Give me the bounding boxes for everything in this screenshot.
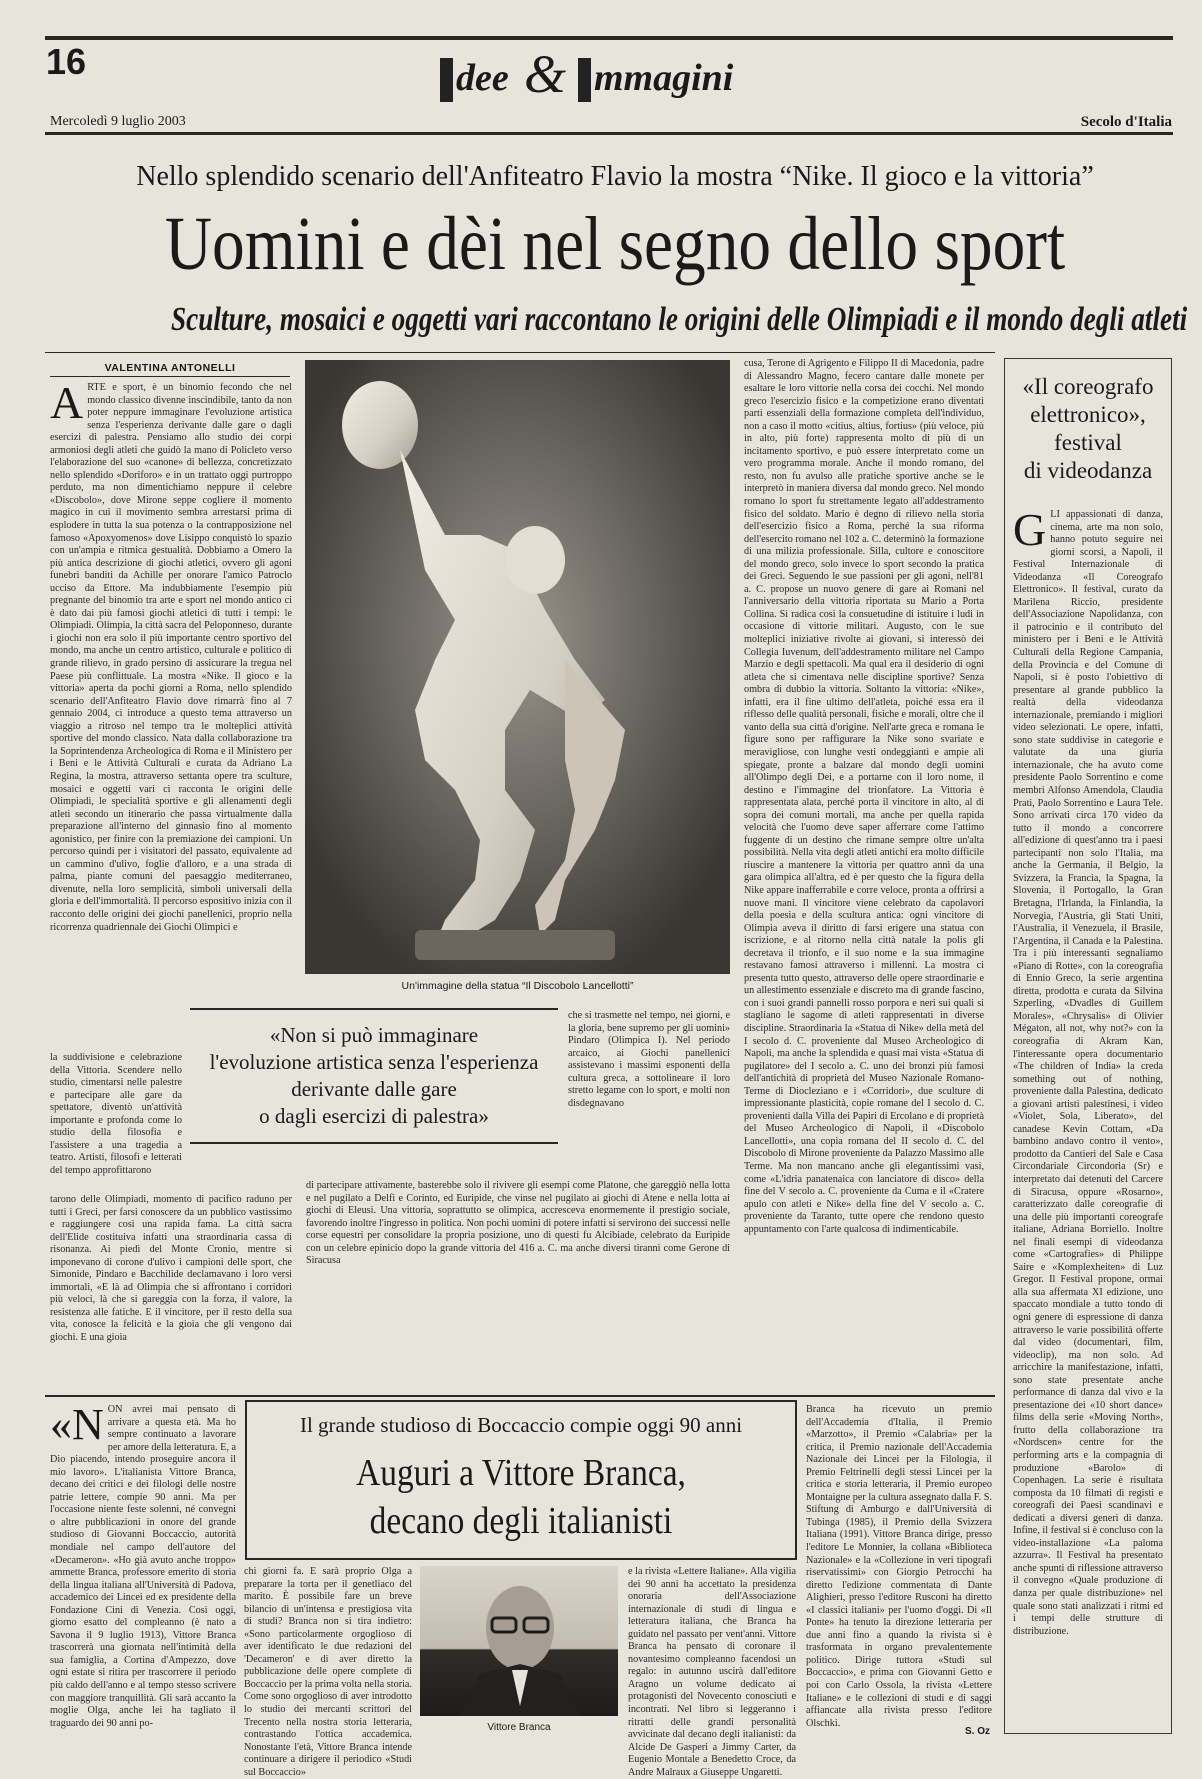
section-word-1: dee <box>456 57 509 99</box>
branca-headline-box <box>245 1400 797 1560</box>
section-word-2: mmagini <box>594 57 734 99</box>
portrait-icon <box>420 1566 618 1716</box>
branca-col1 <box>50 1400 236 1736</box>
byline: VALENTINA ANTONELLI <box>104 362 236 374</box>
branca-col4: Branca ha ricevuto un premio dell'Accademia d'Italia, il Premio «Marzotto», il Premio «Calabria» per la critica, il Premio nazionale dell'Accademia Nazionale dei Lincei per la Filologia, il Premio Feltrinelli degli stessi Lincei per la critica e storia letteraria, il Premio europeo Montaigne per la cultura assegnato dalla F. S. Stiftung di Amburgo e dall'Università di Tubinga (1985), il Premio della Svizzera Italiana (1991). Vittore Branca dirige, presso l'editore Le Monnier, la collana «Biblioteca Nazionale» e la «Collezione in veri tipografi riservatissimi» con Giorgio Petrocchi ha diretto l'edizione commentata di Dante Alighieri, presso l'editore Rusconi ha diretto «I classici italiani» per l'uomo d'oggi. Di «Il Ponte» ha tenuto la direzione letteraria per due anni fino a quando la rivista si è trasformata in organo prevalentemente politico. Dirige tuttora «Studi sul Boccaccio», e prima con Giovanni Getto e poi con Carlo Ossola, la rivista «Lettere Italiane» e le collezioni di studi e di saggi affiancate alla rivista presso l'editore Olschki. <box>806 1404 992 1729</box>
sidebar-headline-line-1: «Il coreografo <box>1022 374 1154 399</box>
sidebar-box <box>1004 358 1172 1734</box>
subhead-rule <box>45 352 995 353</box>
section-ampersand: & <box>524 44 567 104</box>
statue-silhouette-icon <box>305 360 730 974</box>
branca-signoff: S. Oz <box>964 1726 990 1737</box>
pull-quote-line-3: derivante dalle gare <box>291 1077 457 1101</box>
main-col3: cusa, Terone di Agrigento e Filippo II di Macedonia, padre di Alessandro Magno, fecero cantare dalle monete per esaltare le loro vittorie nella corsa dei cocchi. Nel mondo greco l'esercizio fisico e la competizione erano diventati parti essenziali della formazione completa dell'individuo, non a caso il motto «citius, altius, fortius» (più veloce, più in alto, più forte) rappresenta molto di più di un incitamento sportivo, e può essere interpretato come un vero programma morale. Anche il mondo romano, del resto, non fu avulso alle pratiche sportive anche se le interpretò in maniera diversa dal mondo greco. Nel mondo romano lo sport fu strettamente legato all'addestramento fisico del soldato. Mario è degno di rilievo nella storia dell'esercizio fisico a Roma, perché la sua riforma dell'esercito romano nel 102 a. C. determinò la formazione di una milizia professionale. Silla, cultore e conoscitore del mondo greco, solo invece lo sport secondo la pratica dei Greci. Seguendo le sue passioni per gli agoni, nell'81 a. C. propose un nuovo genere di gare ai Romani nel l'anniversario della vittoria riportata su Mario a Porta Collina. Si radica così la consuetudine di istituire i ludi in occasione di vittorie militari. Augusto, con le sue molteplici iniziative rivolte ai giovani, si interessò dei Collegia Iuvenum, dell'addestramento militare nel Campo Marzio e degli spettacoli. Ma qual era il desiderio di ogni atleta che si cimentava nelle discipline sportive? Senza ombra di dubbio la vittoria. Soltanto la vittoria: «Nike», infatti, era il fine ultimo dell'atleta, poiché essa era il riflesso delle qualità personali, fisiche e morali, oltre che il vanto della sua città d'origine. Nell'arte greca e romana le figure sono per raffigurare la Nike sono svariate e meravigliose, con lunghe vesti ondeggianti e ampie ali spiegate, pronte a balzare dal mondo degli uomini all'Olimpo degli Dei, e a portarne con il loro nome, il destino e l'immagine del trionfatore. La Vittoria è rappresentata alata, perché porta il vincitore in alto, al di sopra dei comuni mortali, ma anche per quella rapida velocità che l'uomo deve saper afferrare come l'attimo fuggente di un destino che rimane sempre oltre un'alta possibilità. Nella vita degli atleti antichi era molto difficile riuscire a mantenere la vittoria per quattro anni da una gara olimpica all'altra, ed è per questo che la figura della Nike appare inafferrabile e corre veloce, pronta a offrirsi a nuove mani. Il vincitore viene celebrato da capolavori della poesia e della scultura antica: ogni vincitore di Olimpia aveva il diritto di farsi erigere una statua con iscrizione, e al ritorno nella città natale la polis gli decretava il trionfo, e il suo nome e la sua immagine restavano famosi attraverso i millenni. La mostra ci presenta tutto questo, attraverso delle opere straordinarie e un allestimento essenziale e discreto ma di grande fascino, con i suoi grandi pannelli rosso porpora e neri sui quali si stagliano le sagome di atleti rappresentati in diverse discipline. Straordinaria la «Statua di Nike» della metà del I secolo d. C. proveniente dal Museo Archeologico di Napoli, ma anche la splendida e quasi mai vista «Statua di pugilatore» del I secolo a. C. uno dei bronzi più famosi dell'antichità di proprietà del Museo Nazionale Romano-Terme di Diocleziano e i «Corridori», due sculture di impressionante plasticità, copie romane del I secolo d. C. provenienti dalla Villa dei Papiri di Ercolano e di proprietà del Museo Archeologico di Napoli, il «Discobolo Lancellotti», una copia romana del II secolo d. C. del Discobolo di Mirone proveniente da Palazzo Massimo alle Terme. Ma non mancano anche gli elegantissimi vasi, come «L'idria panatenaica con lanciatore di disco» della fine del V secolo a. C. proveniente da Cuma e il «Cratere apulo con atleti e Nike» della fine del V secolo a. C. proveniente da Taranto, tutte opere che rendono questo appuntamento con l'arte qualcosa di indimenticabile. <box>744 358 984 1235</box>
byline-rule <box>50 376 290 377</box>
pull-quote-line-4: o dagli esercizi di palestra» <box>259 1104 489 1128</box>
main-col2-bottom: di partecipare attivamente, basterebbe solo il rivivere gli esempi come Platone, che gareggiò nella lotta e nel pugilato a Delfi e Corinto, ed Euripide, che vinse nel pugilato ai giochi di Atene e nella lotta ai giochi di Eleusi. Una vittoria, soprattutto se olimpica, accresceva enormemente il prestigio sociale, favorendo inoltre l'ingresso in politica. Non pochi uomini di potere infatti si servirono dei successi nelle corse equestri per consolidare la propria posizione, uno di questi fu Alcibiade, celebrato da Euripide con un celebre epinicio dopo la grande vittoria del 416 a. C. ma anche diversi tiranni come Gerone di Siracusa <box>306 1180 730 1267</box>
branca-headline-line-2: decano degli italianisti <box>369 1500 673 1542</box>
pull-quote-line-1: «Non si può immaginare <box>269 1023 479 1047</box>
sidebar-headline-line-2: elettronico», <box>1030 402 1146 427</box>
pull-quote-line-2: l'evoluzione artistica senza l'esperienza <box>209 1050 539 1074</box>
main-subhead: Sculture, mosaici e oggetti vari raccontano le origini delle Olimpiadi e il mondo degli atleti <box>171 301 1188 338</box>
section-title <box>440 40 800 110</box>
branca-headline-line-1: Auguri a Vittore Branca, <box>356 1452 686 1494</box>
branca-top-rule <box>45 1395 995 1397</box>
issue-date: Mercoledì 9 luglio 2003 <box>50 114 186 129</box>
main-col1-wrap: la suddivisione e celebrazione della Vittoria. Scendere nello studio, cimentarsi nelle palestre e partecipare alle gare da spettatore, diventò un'attività importante e profonda come lo studio della filosofia e l'assistere a una tragedia a teatro. Artisti, filosofi e letterati del tempo approfittarono <box>50 1052 182 1176</box>
main-headline: Uomini e dèi nel segno dello sport <box>164 202 1066 286</box>
sidebar-headline-line-4: di videodanza <box>1023 458 1153 483</box>
branca-col2: chi giorni fa. E sarà proprio Olga a preparare la torta per il genetliaco del marito. È possibile fare un breve bilancio di un'intensa e prestigiosa vita di studi? Branca non si tira indietro: «Sono particolarmente orgoglioso di aver identificato le due redazioni del 'Decameron' e di aver diretto la pubblicazione delle opere complete di Boccaccio per la prima volta nella storia. Come sono orgoglioso di aver introdotto lo studio dei mercanti scrittori del Trecento nella nostra storia letteraria, contrastando l'ottica accademica. Nonostante l'età, Vittore Branca intende continuare a dirigere il periodico «Studi sul Boccaccio» <box>244 1566 412 1778</box>
branca-col3: e la rivista «Lettere Italiane». Alla vigilia dei 90 anni ha accettato la presidenza onoraria dell'Associazione internazionale di studi di lingua e letteratura italiana, che Branca ha guidato nel passato per vent'anni. Vittore Branca ha pensato di coronare il novantesimo compleanno facendosi un regalo: in autunno uscirà dall'editore Aragno un volume dedicato ai protagonisti del Novecento conosciuti e incontrati. Nel libro si leggeranno i ritratti delle grandi personalità avvicinate dal decano degli italianisti: da Alcide De Gasperi a Jimmy Carter, da Eugenio Montale a Benedetto Croce, da Andre Malraux a Giuseppe Ungaretti. <box>628 1566 796 1778</box>
main-dropcap: A <box>50 377 84 428</box>
branca-dropcap: «N <box>50 1400 104 1449</box>
masthead-rule <box>45 132 1173 135</box>
main-kicker: Nello splendido scenario dell'Anfiteatro Flavio la mostra “Nike. Il gioco e la vittoria” <box>136 161 1094 192</box>
branca-kicker: Il grande studioso di Boccaccio compie oggi 90 anni <box>299 1413 743 1437</box>
branca-photo-caption: Vittore Branca <box>487 1722 551 1733</box>
paper-name: Secolo d'Italia <box>1080 114 1172 130</box>
sidebar-dropcap: G <box>1013 504 1047 555</box>
section-bar-right-icon <box>578 58 591 102</box>
sidebar-body <box>1013 504 1163 1723</box>
sidebar-headline-line-3: festival <box>1054 430 1122 455</box>
discobolo-photo <box>305 360 730 974</box>
main-col1-top <box>50 377 292 1050</box>
main-col1-top-text: RTE e sport, è un binomio fecondo che nel mondo classico divenne inscindibile, tanto da non poter neppure immaginare l'evoluzione artistica senza l'esperienza derivante dalle gare o dagli esercizi di palestra. Pensiamo allo studio dei corpi armoniosi degli atleti che guidò la mano di Policleto verso l'elaborazione del suo «canone» di bellezza, concretizzato nello splendido «Doriforo» e in un trattato oggi purtroppo perduto, ma non dimentichiamo neppure il celebre «Discobolo», dove Mirone seppe cogliere il momento magico in cui il movimento sembra arrestarsi prima di esplodere in tutta la sua potenza o la contrapposizione nel famoso «Apoxyomenos» dove Lisippo conquistò lo spazio con un'ampia e ritmica gestualità. Dobbiamo a Omero la più antica descrizione di giochi atletici, ovvero gli agoni funebri banditi da Achille per onorare l'amico Patroclo ucciso da Ettore. Ma indubbiamente l'esempio più pregnante del binomio tra arte e sport nel mondo antico ci è dato dai più famosi giochi atletici di tutti i tempi: le Olimpiadi. Olimpia, la città sacra del Peloponneso, durante i giochi non era solo il più importante centro sportivo del mondo, ma anche un centro artistico, culturale e politico di grande rilievo, in grado persino di assicurare la tregua nel Paese più conflittuale. La mostra «Nike. Il gioco e la vittoria» aperta da pochi giorni a Roma, nello splendido scenario dell'Anfiteatro Flavio dove rimarrà fino al 7 gennaio 2004, ci introduce a questo tema attraverso un viaggio a ritroso nel tempo tra le molteplici attività sportive del mondo classico. Nata dalla collaborazione tra la Soprintendenza Archeologica di Roma e il Ministero per i Beni e le Attività Culturali e curata da Adriano La Regina, la mostra, attraverso settanta opere tra sculture, mosaici e oggetti vari ci racconta le origini delle Olimpiadi, le specialità sportive e gli allenamenti degli atleti secondo un itinerario che passa virtualmente dalla preparazione all'interno del ginnasio fino al momento agonistico, per finire con la premiazione dei campioni. Un percorso quindi per i visitatori del passato, equivalente ad un cammino d'ulivo, foglie d'alloro, e a una strada di palma, piante comuni del paesaggio mediterraneo, divenute, nella loro semplicità, simboli universali della gloria e dell'immortalità. Il percorso espositivo inizia con il racconto delle origini dei giochi panellenici, proprio nella ricorrenza quadriennale dei Giochi Olimpici e <box>50 382 292 933</box>
discobolo-caption: Un'immagine della statua “Il Discobolo Lancellotti” <box>401 980 634 992</box>
main-col2-wrap: che si trasmette nel tempo, nei giorni, e la gloria, bene supremo per gli uomini» Pindaro (Olimpica I). Nel periodo arcaico, ai Giochi panellenici assistevano i massimi esponenti della cultura greca, a sottolineare il loro stretto legame con lo sport, e molti non disdegnavano <box>568 1010 730 1109</box>
page-number: 16 <box>46 41 87 82</box>
pull-quote-box <box>190 1008 558 1144</box>
main-col1-bottom: tarono delle Olimpiadi, momento di pacifico raduno per tutti i Greci, per farsi conoscere da un pubblico vastissimo e raggiungere così una rapida fama. La città sacra dell'Elide costituiva infatti una straordinaria cassa di risonanza. Ai piedi del Monte Cronio, mentre si imponevano di corone d'ulivo i campioni delle sport, che Simonide, Pindaro e Bacchilide declamavano i loro versi immortali, «E là ad Olimpia che si affrontano i corridori più veloci, là che si gareggia con la forza, il valore, la resistenza alle fatiche. E il vincitore, per il resto della sua vita, conosce la felicità e la gioia che gli vengono dai giochi. E una gioia <box>50 1194 292 1344</box>
branca-col1-text: ON avrei mai pensato di arrivare a questa età. Ma ho sempre continuato a lavorare per amore della letteratura. E, a Dio piacendo, intendo proseguire ancora il mio lavoro». L'italianista Vittore Branca, decano dei critici e dei filologi delle nostre patrie lettere, compie 90 anni. Ma per l'occasione niente feste solenni, né convegni o altre pubblicazioni in onore del grande studioso di Giovanni Boccaccio, autorità mondiale nel campo dell'autore del «Decameron». «Ho già avuto anche troppo» ammette Branca, professore emerito di storia della lingua italiana all'Università di Padova, accademico dei Lincei ed ex presidente della Fondazione Cini di Venezia. Così oggi, giorno esatto del compleanno (è nato a Savona il 9 luglio 1913), Vittore Branca trascorrerà una giornata nell'intimità della sua famiglia, a Cortina d'Ampezzo, dove ogni estate si ritira per trascorrere il periodo più caldo dell'anno e al tempo stesso scrivere con maggiore tranquillità. Gli sarà accanto la moglie Olga, anche lei ha tagliato il traguardo dei 90 anni po- <box>50 1404 236 1729</box>
section-bar-left-icon <box>440 58 453 102</box>
branca-photo <box>420 1566 618 1716</box>
sidebar-body-text: LI appassionati di danza, cinema, arte ma non solo, hanno potuto seguire nei giorni scorsi, a Napoli, il Festival Internazionale di Videodanza «Il Coreografo Elettronico». Il festival, curato da Marilena Riccio, presidente dell'Associazione Napolidanza, con il patrocinio e il contributo del ministero per i Beni e le Attività Culturali della Regione Campania, della Provincia e del Comune di Napoli, si è posto l'obiettivo di presentare al grande pubblico la realtà della videodanza internazionale, premiando i migliori video selezionati. Le opere, infatti, sono state suddivise in categorie e valutate da una giuria internazionale, che ha avuto come presidente Paolo Sorrentino e come membri Alfonso Amendola, Claudia Prati, Paolo Sorrentino e Laura Tele. Sono arrivati circa 170 video da tutto il mondo a concorrere all'edizione di quest'anno tra i paesi partecipanti non solo l'Italia, ma anche la Germania, il Belgio, la Svizzera, la Francia, la Spagna, la Slovenia, il Portogallo, la Gran Bretagna, l'Irlanda, la Finlandia, la Norvegia, l'Austria, gli Stati Uniti, l'Australia, il Venezuela, il Brasile, l'Argentina, il Canada e la Palestina. Tra i più interessanti segnaliamo «Piano di Rotte», con la coreografia di Ennio Greco, la serie argentina diretta, prodotta e curata da Silvina Szperling, «Dvadles di Guillem Morales», «Chrysalis» di Olivier Mégaton, all not, why not?» con la coreografia di Akram Kan, l'interessante opera documentario «The children of India» la creda something out of nothing, proveniente dalla Palestina, dedicato a giovani artisti palestinesi, i video «Violet, Sola, Liberato», del canadese Kevin Cottam, «Da bambino andavo contro il vento», prodotto da Cantieri del Sale e Casa Circondariale Circondoria (Sr) e interpretato dai detenuti del Carcere di Siracusa, oppure «Rosarno», caratterizzato dalle coreografie di una delle più importanti coreografe italiane, Adriana Borriello. Inoltre nel finali esempi di videodanza come «Cartografies» di Philippe Saire e «Komplexheiten» di Luz Gregor. Il Festival propone, ormai alla sua affermata XI edizione, uno spaccato mondiale a tutto tondo di ogni genere di espressione di danza attraverso le varie possibilità offerte dal video (documentari, film, videoclip), ma non solo. Ad arricchire la manifestazione, infatti, sono state presentate anche performance di danza dal vivo e la presentazione dei «10 short dance» films della serie «Moving North», frutto della collaborazione tra «Nordscen» centre for the performing arts e la compagnia di produzione «Barolo» di Copenhagen. La serie è risultata composta da 10 filmati di registi e coreografi dei Paesi scandinavi e dedicati a diversi generi di danza. Infine, il festival si è concluso con la video-installazione «La paloma azzurra». Il Festival ha presentato anche spunti di riflessione attraverso il convegno «Quale produzione di danza per quale distribuzione» nel quale sono stati analizzati i ritmi ed i tempi delle strutture di distribuzione. <box>1013 509 1163 1637</box>
